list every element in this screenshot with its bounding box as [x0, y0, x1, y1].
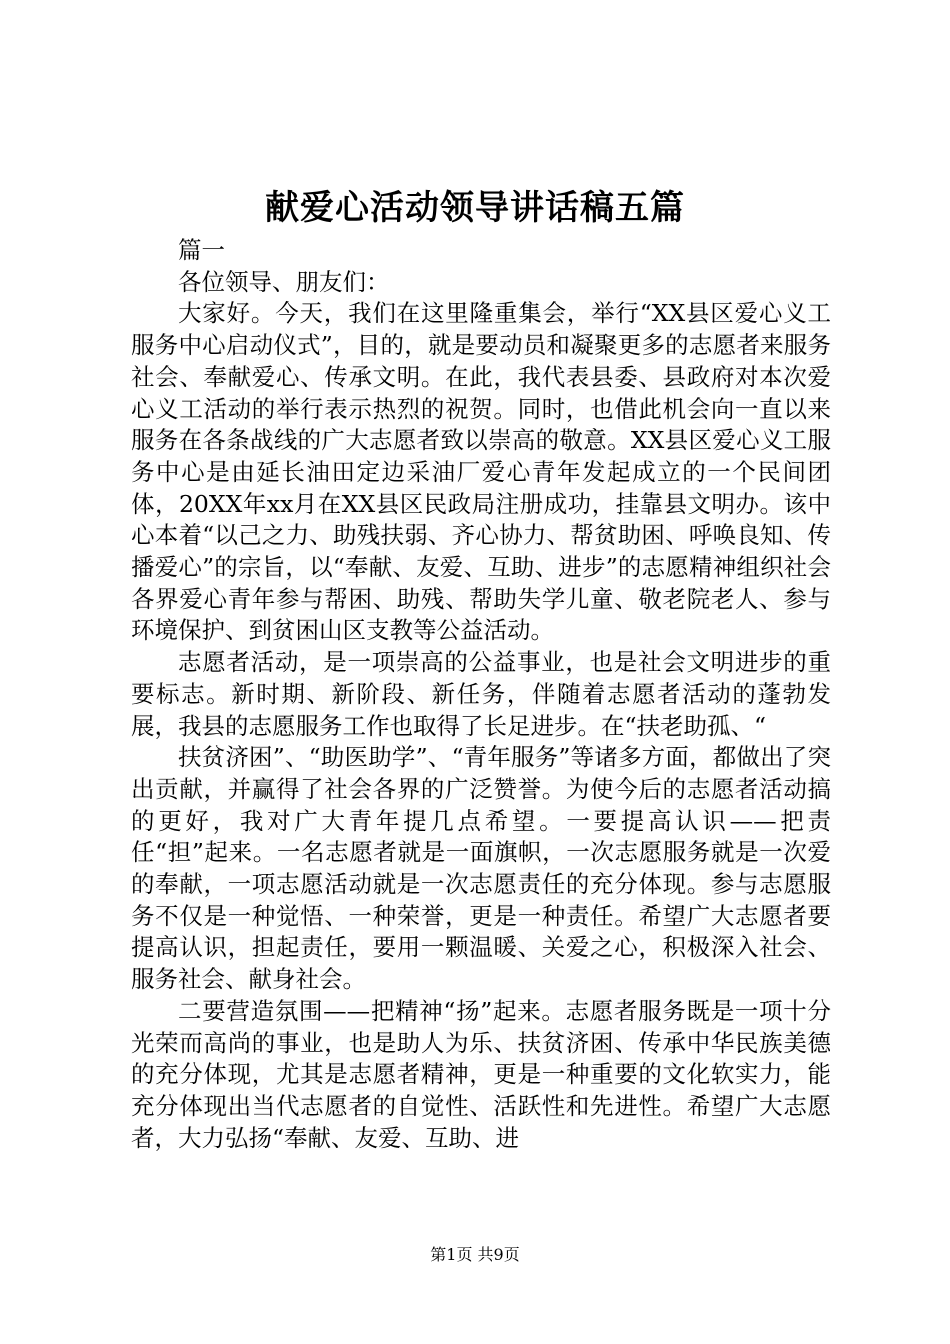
section-heading: 篇一	[178, 236, 225, 264]
body-paragraph: 扶贫济困”、“助医助学”、“青年服务”等诸多方面，都做出了突出贡献，并赢得了社会各界的广泛赞誉。为使今后的志愿者活动搞的更好，我对广大青年提几点希望。一要提高认识——把责任“担”起来。一名志愿者就是一面旗帜，一次志愿服务就是一次爱的奉献，一项志愿活动就是一次志愿责任的充分体现。参与志愿服务不仅是一种觉悟、一种荣誉，更是一种责任。希望广大志愿者要提高认识，担起责任，要用一颗温暖、关爱之心，积极深入社会、服务社会、献身社会。	[131, 743, 831, 994]
document-title: 献爱心活动领导讲话稿五篇	[265, 188, 685, 228]
salutation: 各位领导、朋友们：	[178, 267, 390, 296]
page-number-footer: 第1页 共9页	[430, 1245, 520, 1264]
body-paragraph: 二要营造氛围——把精神“扬”起来。志愿者服务既是一项十分光荣而高尚的事业，也是助人为乐、扶贫济困、传承中华民族美德的充分体现，尤其是志愿者精神，更是一种重要的文化软实力，能充分体现出当代志愿者的自觉性、活跃性和先进性。希望广大志愿者，大力弘扬“奉献、友爱、互助、进	[131, 996, 831, 1152]
document-body	[131, 235, 831, 1154]
body-paragraph: 志愿者活动，是一项崇高的公益事业，也是社会文明进步的重要标志。新时期、新阶段、新任务，伴随着志愿者活动的蓬勃发展，我县的志愿服务工作也取得了长足进步。在“扶老助孤、“	[131, 648, 831, 740]
body-paragraph: 大家好。今天，我们在这里隆重集会，举行“XX县区爱心义工服务中心启动仪式”，目的，就是要动员和凝聚更多的志愿者来服务社会、奉献爱心、传承文明。在此，我代表县委、县政府对本次爱心义工活动的举行表示热烈的祝贺。同时，也借此机会向一直以来服务在各条战线的广大志愿者致以崇高的敬意。XX县区爱心义工服务中心是由延长油田定边采油厂爱心青年发起成立的一个民间团体，20XX年xx月在XX县区民政局注册成功，挂靠县文明办。该中心本着“以己之力、助残扶弱、齐心协力、帮贫助困、呼唤良知、传播爱心”的宗旨，以“奉献、友爱、互助、进步”的志愿精神组织社会各界爱心青年参与帮困、助残、帮助失学儿童、敬老院老人、参与环境保护、到贫困山区支教等公益活动。	[131, 299, 831, 645]
